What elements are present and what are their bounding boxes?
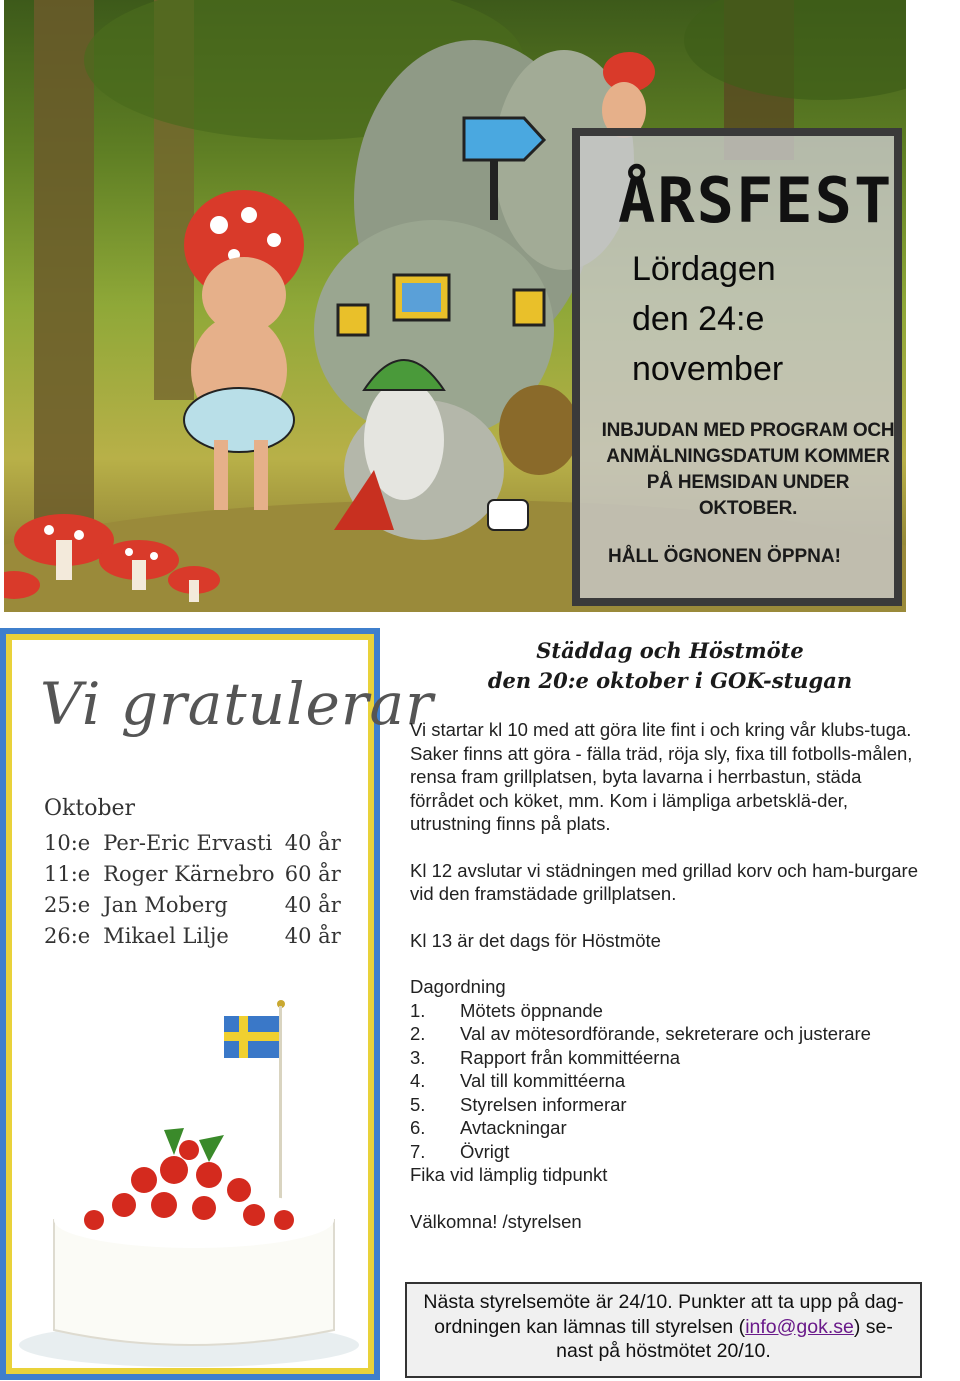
agenda-item	[410, 1046, 922, 1070]
notice-text-end: ) se-nast på höstmötet 20/10.	[556, 1315, 893, 1362]
agenda-text: Avtackningar	[460, 1117, 567, 1138]
agenda-number: 6.	[410, 1117, 426, 1138]
birthday-row	[44, 858, 344, 889]
announcement-box	[572, 128, 902, 606]
event-banner	[4, 0, 906, 612]
agenda-number: 2.	[410, 1023, 426, 1044]
meeting-body	[410, 718, 922, 1256]
agenda-item	[410, 1116, 922, 1140]
welcome-line: Välkomna! /styrelsen	[410, 1210, 582, 1232]
agenda-number: 4.	[410, 1070, 426, 1091]
birthday-name: Jan Moberg	[103, 892, 228, 917]
agenda-number: 1.	[410, 999, 426, 1021]
date-line-3: november	[632, 350, 784, 388]
strawberry-cake-icon	[14, 1120, 364, 1370]
meeting-title	[380, 636, 960, 696]
lunch-paragraph: Kl 12 avslutar vi städningen med grillad korv och ham-burgare vid den framstädade grillplatsen.	[410, 859, 918, 904]
notice-text-start: Nästa styrelsemöte är 24/10. Punkter att ta upp på dag-ordningen kan lämnas till styrelsen (	[423, 1291, 904, 1338]
agenda-item	[410, 1022, 922, 1046]
birthday-age: 40 år	[284, 923, 341, 948]
agenda-text: Övrigt	[460, 1140, 510, 1162]
agenda-number: 3.	[410, 1046, 426, 1068]
birthday-name: Mikael Lilje	[103, 923, 229, 948]
birthday-name: Roger Kärnebro	[103, 861, 275, 886]
birthday-row	[44, 920, 344, 951]
agenda-number: 5.	[410, 1093, 426, 1115]
meeting-title-line-1: Städdag och Höstmöte	[536, 638, 804, 663]
board-meeting-notice	[405, 1282, 922, 1378]
birthday-row	[44, 889, 344, 920]
congrats-heading: Vi gratulerar	[40, 670, 434, 738]
birthday-day: 25:e	[44, 892, 91, 917]
event-keep-eyes: HÅLL ÖGNONEN ÖPPNA!	[608, 546, 841, 567]
email-link[interactable]: info@gok.se	[745, 1315, 854, 1338]
birthday-day: 10:e	[44, 830, 91, 855]
birthday-age: 60 år	[284, 861, 341, 886]
birthday-name: Per-Eric Ervasti	[103, 830, 273, 855]
meeting-title-line-2: den 20:e oktober i GOK-stugan	[487, 668, 853, 693]
birthday-month: Oktober	[44, 796, 136, 821]
agenda-text: Mötets öppnande	[460, 999, 603, 1021]
birthday-age: 40 år	[284, 830, 341, 855]
agenda-number: 7.	[410, 1140, 426, 1162]
birthday-day: 11:e	[44, 861, 91, 886]
agenda-text: Rapport från kommittéerna	[460, 1046, 681, 1068]
agenda-item	[410, 999, 922, 1023]
fika-line: Fika vid lämplig tidpunkt	[410, 1164, 608, 1185]
event-date	[632, 244, 892, 394]
agenda-text: Val av mötesordförande, sekreterare och justerare	[460, 1023, 871, 1044]
agenda-heading: Dagordning	[410, 976, 506, 997]
meeting-start-paragraph: Kl 13 är det dags för Höstmöte	[410, 929, 661, 951]
agenda-item	[410, 1093, 922, 1117]
event-title: ÅRSFEST	[618, 164, 894, 237]
event-info: INBJUDAN MED PROGRAM OCH ANMÄLNINGSDATUM KOMMER PÅ HEMSIDAN UNDER OKTOBER.	[601, 420, 895, 519]
birthday-row	[44, 827, 344, 858]
intro-paragraph: Vi startar kl 10 med att göra lite fint i och kring vår klubs-tuga. Saker finns att göra - fälla träd, röja sly, fixa till fotbolls-målen, rensa fram grillplatsen, byta lavarna i herrbastun, städa förrådet och köket, mm. Kom i lämpliga arbetsklä-der, utrustning finns på plats.	[410, 719, 913, 834]
birthday-age: 40 år	[284, 892, 341, 917]
date-line-2: den 24:e	[632, 300, 765, 338]
agenda-list	[410, 999, 922, 1164]
agenda-text: Val till kommittéerna	[460, 1070, 626, 1091]
birthday-list	[44, 796, 344, 951]
agenda-item	[410, 1140, 922, 1164]
date-line-1: Lördagen	[632, 250, 776, 288]
birthday-day: 26:e	[44, 923, 91, 948]
agenda-item	[410, 1069, 922, 1093]
agenda-text: Styrelsen informerar	[460, 1093, 627, 1115]
